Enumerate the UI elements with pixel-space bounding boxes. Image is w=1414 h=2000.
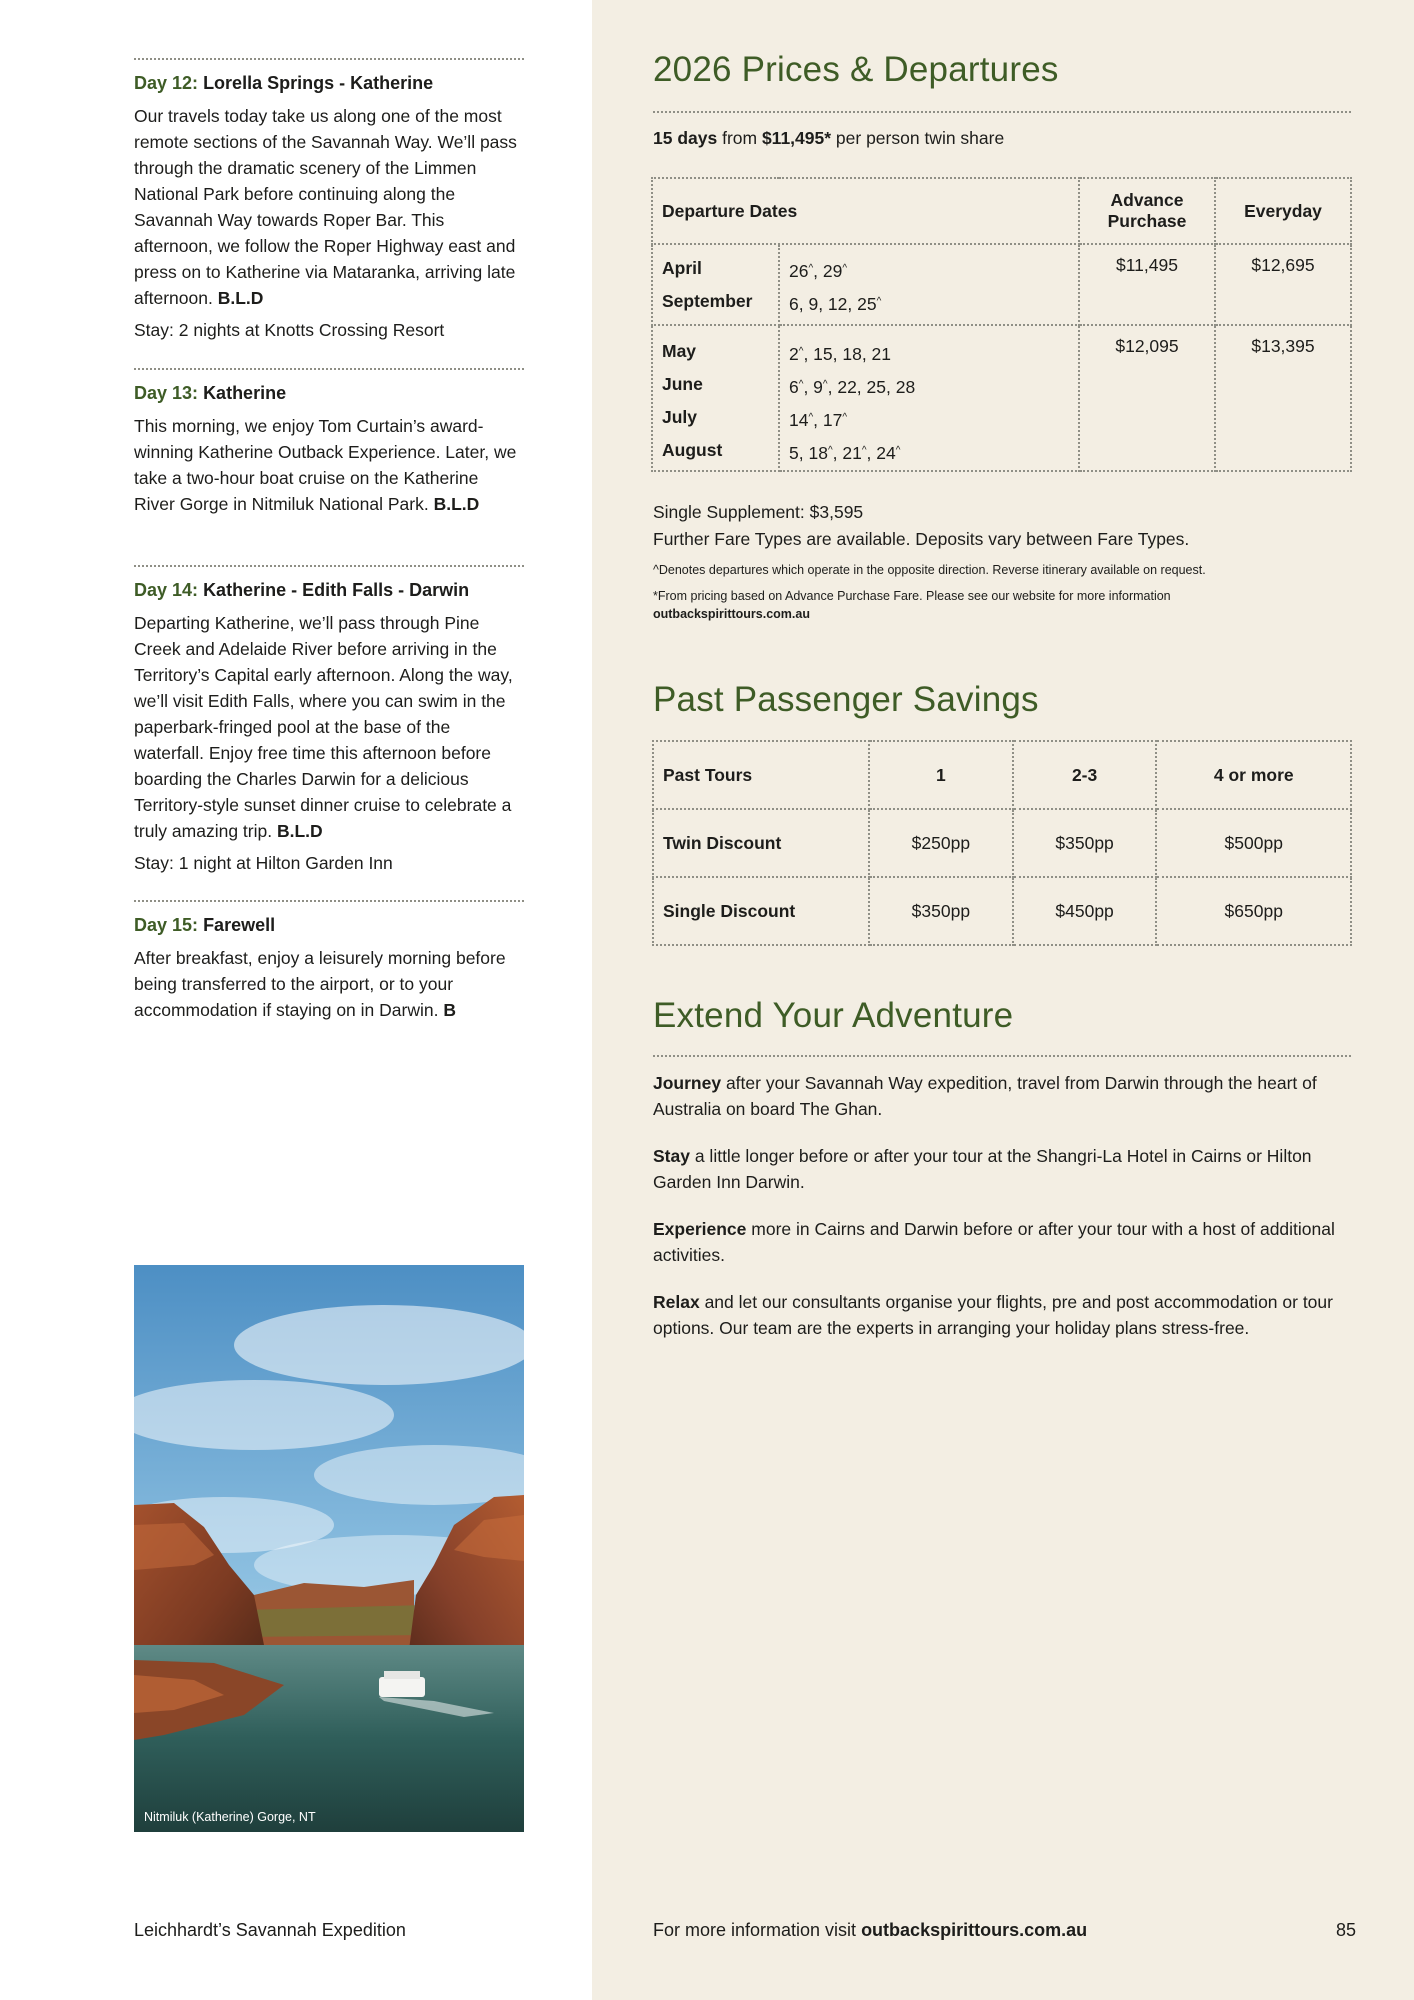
- departure-dates: 2^, 15, 18, 21: [789, 344, 892, 364]
- departure-dates: 6, 9, 12, 25^: [789, 294, 882, 314]
- savings-header-cell: Past Tours: [653, 741, 869, 809]
- divider: [134, 368, 524, 370]
- everyday-price: $12,695: [1215, 244, 1351, 325]
- everyday-price: $13,395: [1215, 325, 1351, 471]
- month-list: [652, 325, 779, 471]
- day-13: [134, 368, 524, 517]
- stay-info: Stay: 1 night at Hilton Garden Inn: [134, 853, 393, 873]
- divider: [653, 1055, 1351, 1057]
- month-label: August: [662, 440, 723, 460]
- month-list: [652, 244, 779, 325]
- savings-cell: $350pp: [1013, 809, 1157, 877]
- gorge-illustration: [134, 1265, 524, 1832]
- prices-title: 2026 Prices & Departures: [653, 50, 1059, 89]
- day-heading: Day 14: Katherine - Edith Falls - Darwin: [134, 580, 470, 600]
- divider: [134, 900, 524, 902]
- day-heading: Day 15: Farewell: [134, 915, 276, 935]
- savings-row-label: Single Discount: [653, 877, 869, 945]
- meals: B.L.D: [217, 288, 264, 308]
- price-notes: [653, 499, 1353, 623]
- month-label: April: [662, 258, 702, 278]
- fare-types-note: Further Fare Types are available. Deposits vary between Fare Types.: [653, 529, 1190, 549]
- savings-title: Past Passenger Savings: [653, 680, 1039, 719]
- savings-row: [653, 877, 1351, 945]
- header-advance-purchase: Advance Purchase: [1079, 178, 1215, 244]
- day-description: This morning, we enjoy Tom Curtain’s award-winning Katherine Outback Experience. Later, we take a two-hour boat cruise on the Katherine River Gorge in Nitmiluk National Park. B.L.D: [134, 416, 517, 514]
- date-list: [779, 325, 1079, 471]
- month-label: July: [662, 407, 698, 427]
- departure-dates: 26^, 29^: [789, 261, 848, 281]
- reverse-direction-marker: ^: [861, 445, 867, 456]
- reverse-direction-marker: ^: [827, 445, 833, 456]
- savings-row-label: Twin Discount: [653, 809, 869, 877]
- advance-price: $11,495: [1079, 244, 1215, 325]
- savings-row: [653, 809, 1351, 877]
- pricing-note: *From pricing based on Advance Purchase Fare. Please see our website for more information outbackspirittours.com.au: [653, 589, 1171, 621]
- departure-dates: 6^, 9^, 22, 25, 28: [789, 377, 916, 397]
- departure-dates: 5, 18^, 21^, 24^: [789, 443, 901, 463]
- footer-info: For more information visit outbackspirittours.com.au: [653, 1920, 1088, 1940]
- extend-item: Relax and let our consultants organise your flights, pre and post accommodation or tour options. Our team are the experts in arranging your holiday plans stress-free.: [653, 1292, 1333, 1338]
- savings-header-cell: 4 or more: [1156, 741, 1351, 809]
- prices-header-row: [652, 178, 1351, 244]
- savings-cell: $500pp: [1156, 809, 1351, 877]
- divider: [134, 565, 524, 567]
- reverse-direction-marker: ^: [895, 445, 901, 456]
- website-link[interactable]: outbackspirittours.com.au: [653, 607, 810, 621]
- month-label: May: [662, 341, 697, 361]
- footer-title: Leichhardt’s Savannah Expedition: [134, 1920, 406, 1940]
- savings-cell: $650pp: [1156, 877, 1351, 945]
- price-group-row: [652, 325, 1351, 471]
- day-14: [134, 565, 524, 876]
- caret-note: ^Denotes departures which operate in the opposite direction. Reverse itinerary available on request.: [653, 563, 1206, 577]
- meals: B.L.D: [433, 494, 480, 514]
- reverse-direction-marker: ^: [876, 296, 882, 307]
- day-12: [134, 58, 524, 343]
- day-15: [134, 900, 524, 1023]
- reverse-direction-marker: ^: [822, 379, 828, 390]
- day-heading: Day 12: Lorella Springs - Katherine: [134, 73, 434, 93]
- reverse-direction-marker: ^: [798, 379, 804, 390]
- savings-table: [652, 740, 1352, 946]
- advance-price: $12,095: [1079, 325, 1215, 471]
- meals: B: [443, 1000, 456, 1020]
- savings-cell: $450pp: [1013, 877, 1157, 945]
- reverse-direction-marker: ^: [798, 346, 804, 357]
- meals: B.L.D: [276, 821, 323, 841]
- extend-list: [653, 1070, 1353, 1362]
- reverse-direction-marker: ^: [808, 263, 814, 274]
- savings-cell: $250pp: [869, 809, 1013, 877]
- stay-info: Stay: 2 nights at Knotts Crossing Resort: [134, 320, 445, 340]
- extend-item: Journey after your Savannah Way expedition, travel from Darwin through the heart of Australia on board The Ghan.: [653, 1073, 1317, 1119]
- divider: [653, 111, 1351, 113]
- day-description: After breakfast, enjoy a leisurely morning before being transferred to the airport, or to your accommodation if staying on in Darwin. B: [134, 948, 506, 1020]
- day-description: Our travels today take us along one of the most remote sections of the Savannah Way. We’ll pass through the dramatic scenery of the Limmen National Park before continuing along the Savannah Way towards Roper Bar. This afternoon, we follow the Roper Highway east and press on to Katherine via Mataranka, arriving late afternoon. B.L.D: [134, 106, 517, 308]
- savings-cell: $350pp: [869, 877, 1013, 945]
- price-intro: 15 days from $11,495* per person twin share: [653, 128, 1005, 148]
- prices-table: [651, 177, 1352, 472]
- reverse-direction-marker: ^: [842, 412, 848, 423]
- gorge-photo: [134, 1265, 524, 1832]
- savings-header-cell: 1: [869, 741, 1013, 809]
- savings-header-row: [653, 741, 1351, 809]
- divider: [134, 58, 524, 60]
- header-everyday: Everyday: [1215, 178, 1351, 244]
- month-label: June: [662, 374, 703, 394]
- day-heading: Day 13: Katherine: [134, 383, 287, 403]
- page-number: 85: [1335, 1920, 1356, 1940]
- reverse-direction-marker: ^: [842, 263, 848, 274]
- header-departure-dates: Departure Dates: [652, 178, 1079, 244]
- footer-website-link[interactable]: outbackspirittours.com.au: [861, 1920, 1088, 1940]
- month-label: September: [662, 291, 753, 311]
- date-list: [779, 244, 1079, 325]
- reverse-direction-marker: ^: [808, 412, 814, 423]
- savings-header-cell: 2-3: [1013, 741, 1157, 809]
- day-description: Departing Katherine, we’ll pass through Pine Creek and Adelaide River before arriving in the Territory’s Capital early afternoon. Along the way, we’ll visit Edith Falls, where you can swim in the paperbark-fringed pool at the base of the waterfall. Enjoy free time this afternoon before boarding the Charles Darwin for a delicious Territory-style sunset dinner cruise to celebrate a truly amazing trip. B.L.D: [134, 613, 513, 841]
- departure-dates: 14^, 17^: [789, 410, 848, 430]
- price-group-row: [652, 244, 1351, 325]
- photo-caption: Nitmiluk (Katherine) Gorge, NT: [144, 1810, 316, 1824]
- extend-item: Stay a little longer before or after your tour at the Shangri-La Hotel in Cairns or Hilton Garden Inn Darwin.: [653, 1146, 1312, 1192]
- extend-title: Extend Your Adventure: [653, 996, 1014, 1035]
- extend-item: Experience more in Cairns and Darwin before or after your tour with a host of additional activities.: [653, 1219, 1335, 1265]
- single-supplement: Single Supplement: $3,595: [653, 502, 864, 522]
